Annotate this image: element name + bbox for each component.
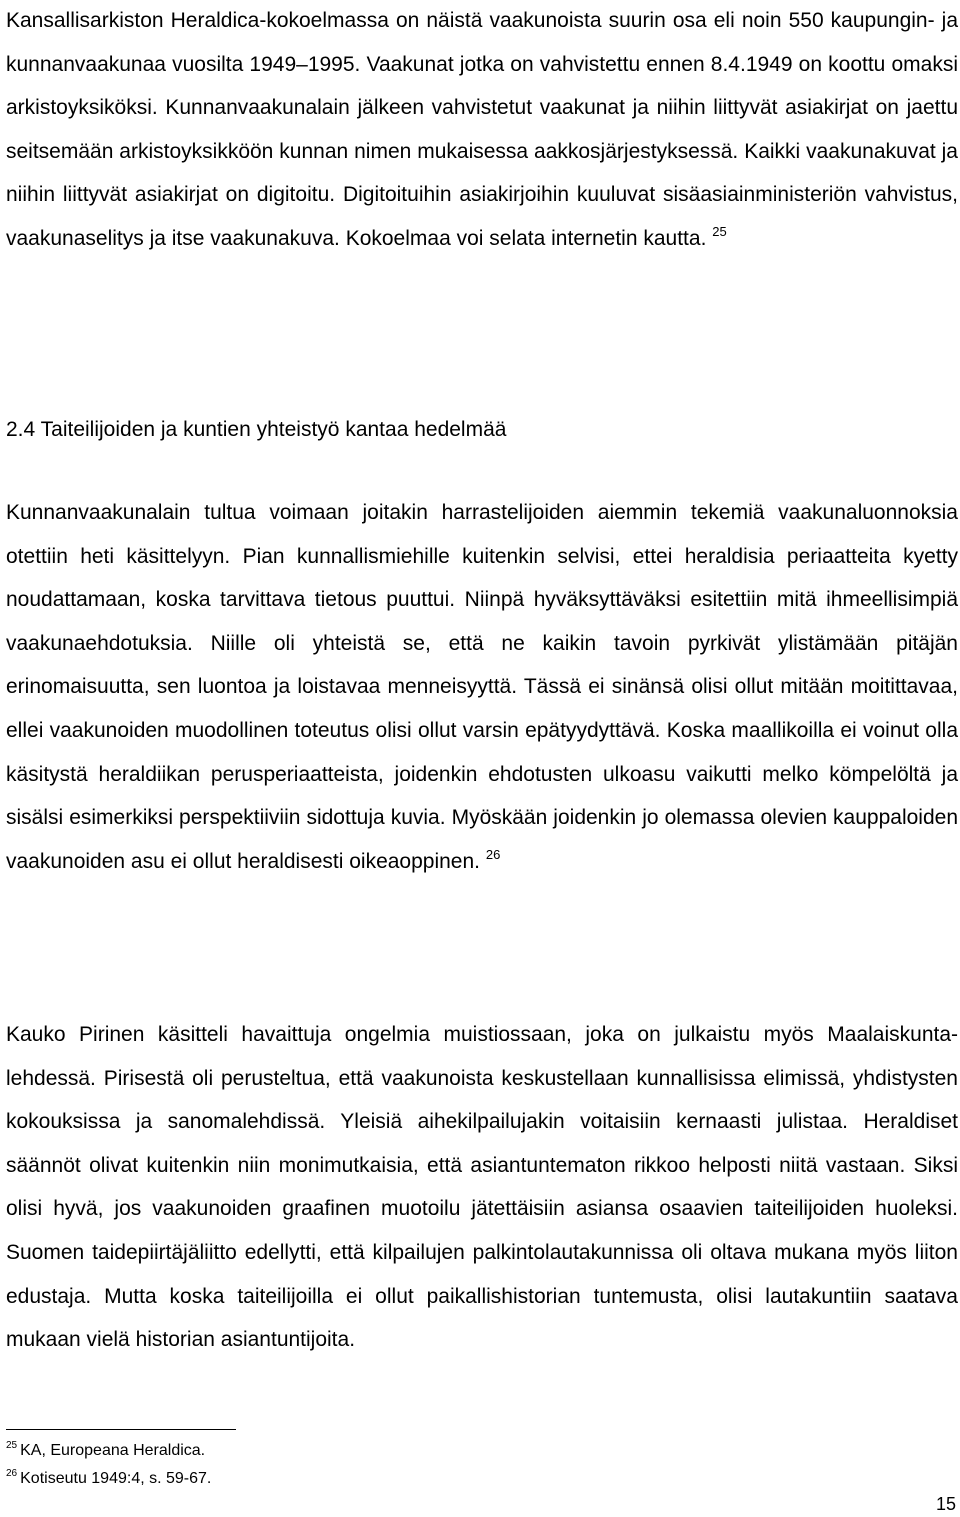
footnote-number: 25 [6, 1440, 18, 1451]
footnote-text: Kotiseutu 1949:4, s. 59-67. [20, 1470, 212, 1487]
footnote-text: KA, Europeana Heraldica. [20, 1442, 206, 1459]
paragraph-text: Kauko Pirinen käsitteli havaittuja ongelmia muistiossaan, joka on julkaistu myös Maalaiskunta-lehdessä. Pirisestä oli perusteltua, että vaakunoista keskustellaan kunnallisissa elimissä, yhdistysten kokouksissa ja sanomalehdissä. Yleisiä aihekilpailujakin voitaisiin kernaasti julistaa. Heraldiset säännöt olivat kuitenkin niin monimutkaisia, että asiantuntematon rikkoo helposti niitä vastaan. Siksi olisi hyvä, jos vaakunoiden graafinen muotoilu jätettäisiin asiansa osaavien taiteilijoiden huoleksi. Suomen taidepiirtäjäliitto edellytti, että kilpailujen palkintolautakunnissa oli oltava mukana myös liiton edustaja. Mutta koska taiteilijoilla ei ollut paikallishistorian tuntemusta, olisi lautakuntiin saatava mukaan vielä historian asiantuntijoita. [6, 1023, 958, 1352]
section-heading: 2.4 Taiteilijoiden ja kuntien yhteistyö kantaa hedelmää [6, 418, 507, 441]
footnote-25 [6, 1441, 205, 1461]
paragraph-text: Kansallisarkiston Heraldica-kokoelmassa on näistä vaakunoista suurin osa eli noin 550 kaupungin- ja kunnanvaakunaa vuosilta 1949–1995. Vaakunat jotka on vahvistettu ennen 8.4.1949 on koottu omaksi arkistoyksiköksi. Kunnanvaakunalain jälkeen vahvistetut vaakunat ja niihin liittyvät asiakirjat on jaettu seitsemään arkistoyksikköön kunnan nimen mukaisessa aakkosjärjestyksessä. Kaikki vaakunakuvat ja niihin liittyvät asiakirjat on digitoitu. Digitoituihin asiakirjoihin kuuluvat sisäasiainministeriön vahvistus, vaakunaselitys ja itse vaakunakuva. Kokoelmaa voi selata internetin kautta. [6, 9, 958, 250]
footnote-divider [6, 1429, 236, 1430]
paragraph-heraldica-collection [6, 0, 958, 261]
footnote-number: 26 [6, 1468, 18, 1479]
paragraph-pirinen-memo [6, 1013, 958, 1362]
footnote-26 [6, 1469, 211, 1489]
footnote-ref-26: 26 [485, 846, 501, 862]
footnote-ref-25: 25 [712, 223, 727, 239]
page-number: 15 [935, 1494, 956, 1514]
paragraph-municipal-proposals [6, 491, 958, 883]
paragraph-text: Kunnanvaakunalain tultua voimaan joitakin harrastelijoiden aiemmin tekemiä vaakunaluonnoksia otettiin heti käsittelyyn. Pian kunnallismiehille kuitenkin selvisi, ettei heraldisia periaatteita kyetty noudattamaan, koska tarvittava tietous puuttui. Niinpä hyväksyttäväksi esitettiin mitä ihmeellisimpiä vaakunaehdotuksia. Niille oli yhteistä se, että ne kaikin tavoin pyrkivät ylistämään pitäjän erinomaisuutta, sen luontoa ja loistavaa menneisyyttä. Tässä ei sinänsä olisi ollut mitään moitittavaa, ellei vaakunoiden muodollinen toteutus olisi ollut varsin epätyydyttävä. Koska maallikoilla ei voinut olla käsitystä heraldiikan perusperiaatteista, joidenkin ehdotusten ulkoasu vaikutti melko kömpelöltä ja sisälsi esimerkiksi perspektiiviin sidottuja kuvia. Myöskään joidenkin jo olemassa olevien kauppaloiden vaakunoiden asu ei ollut heraldisesti oikeaoppinen. [6, 501, 958, 873]
